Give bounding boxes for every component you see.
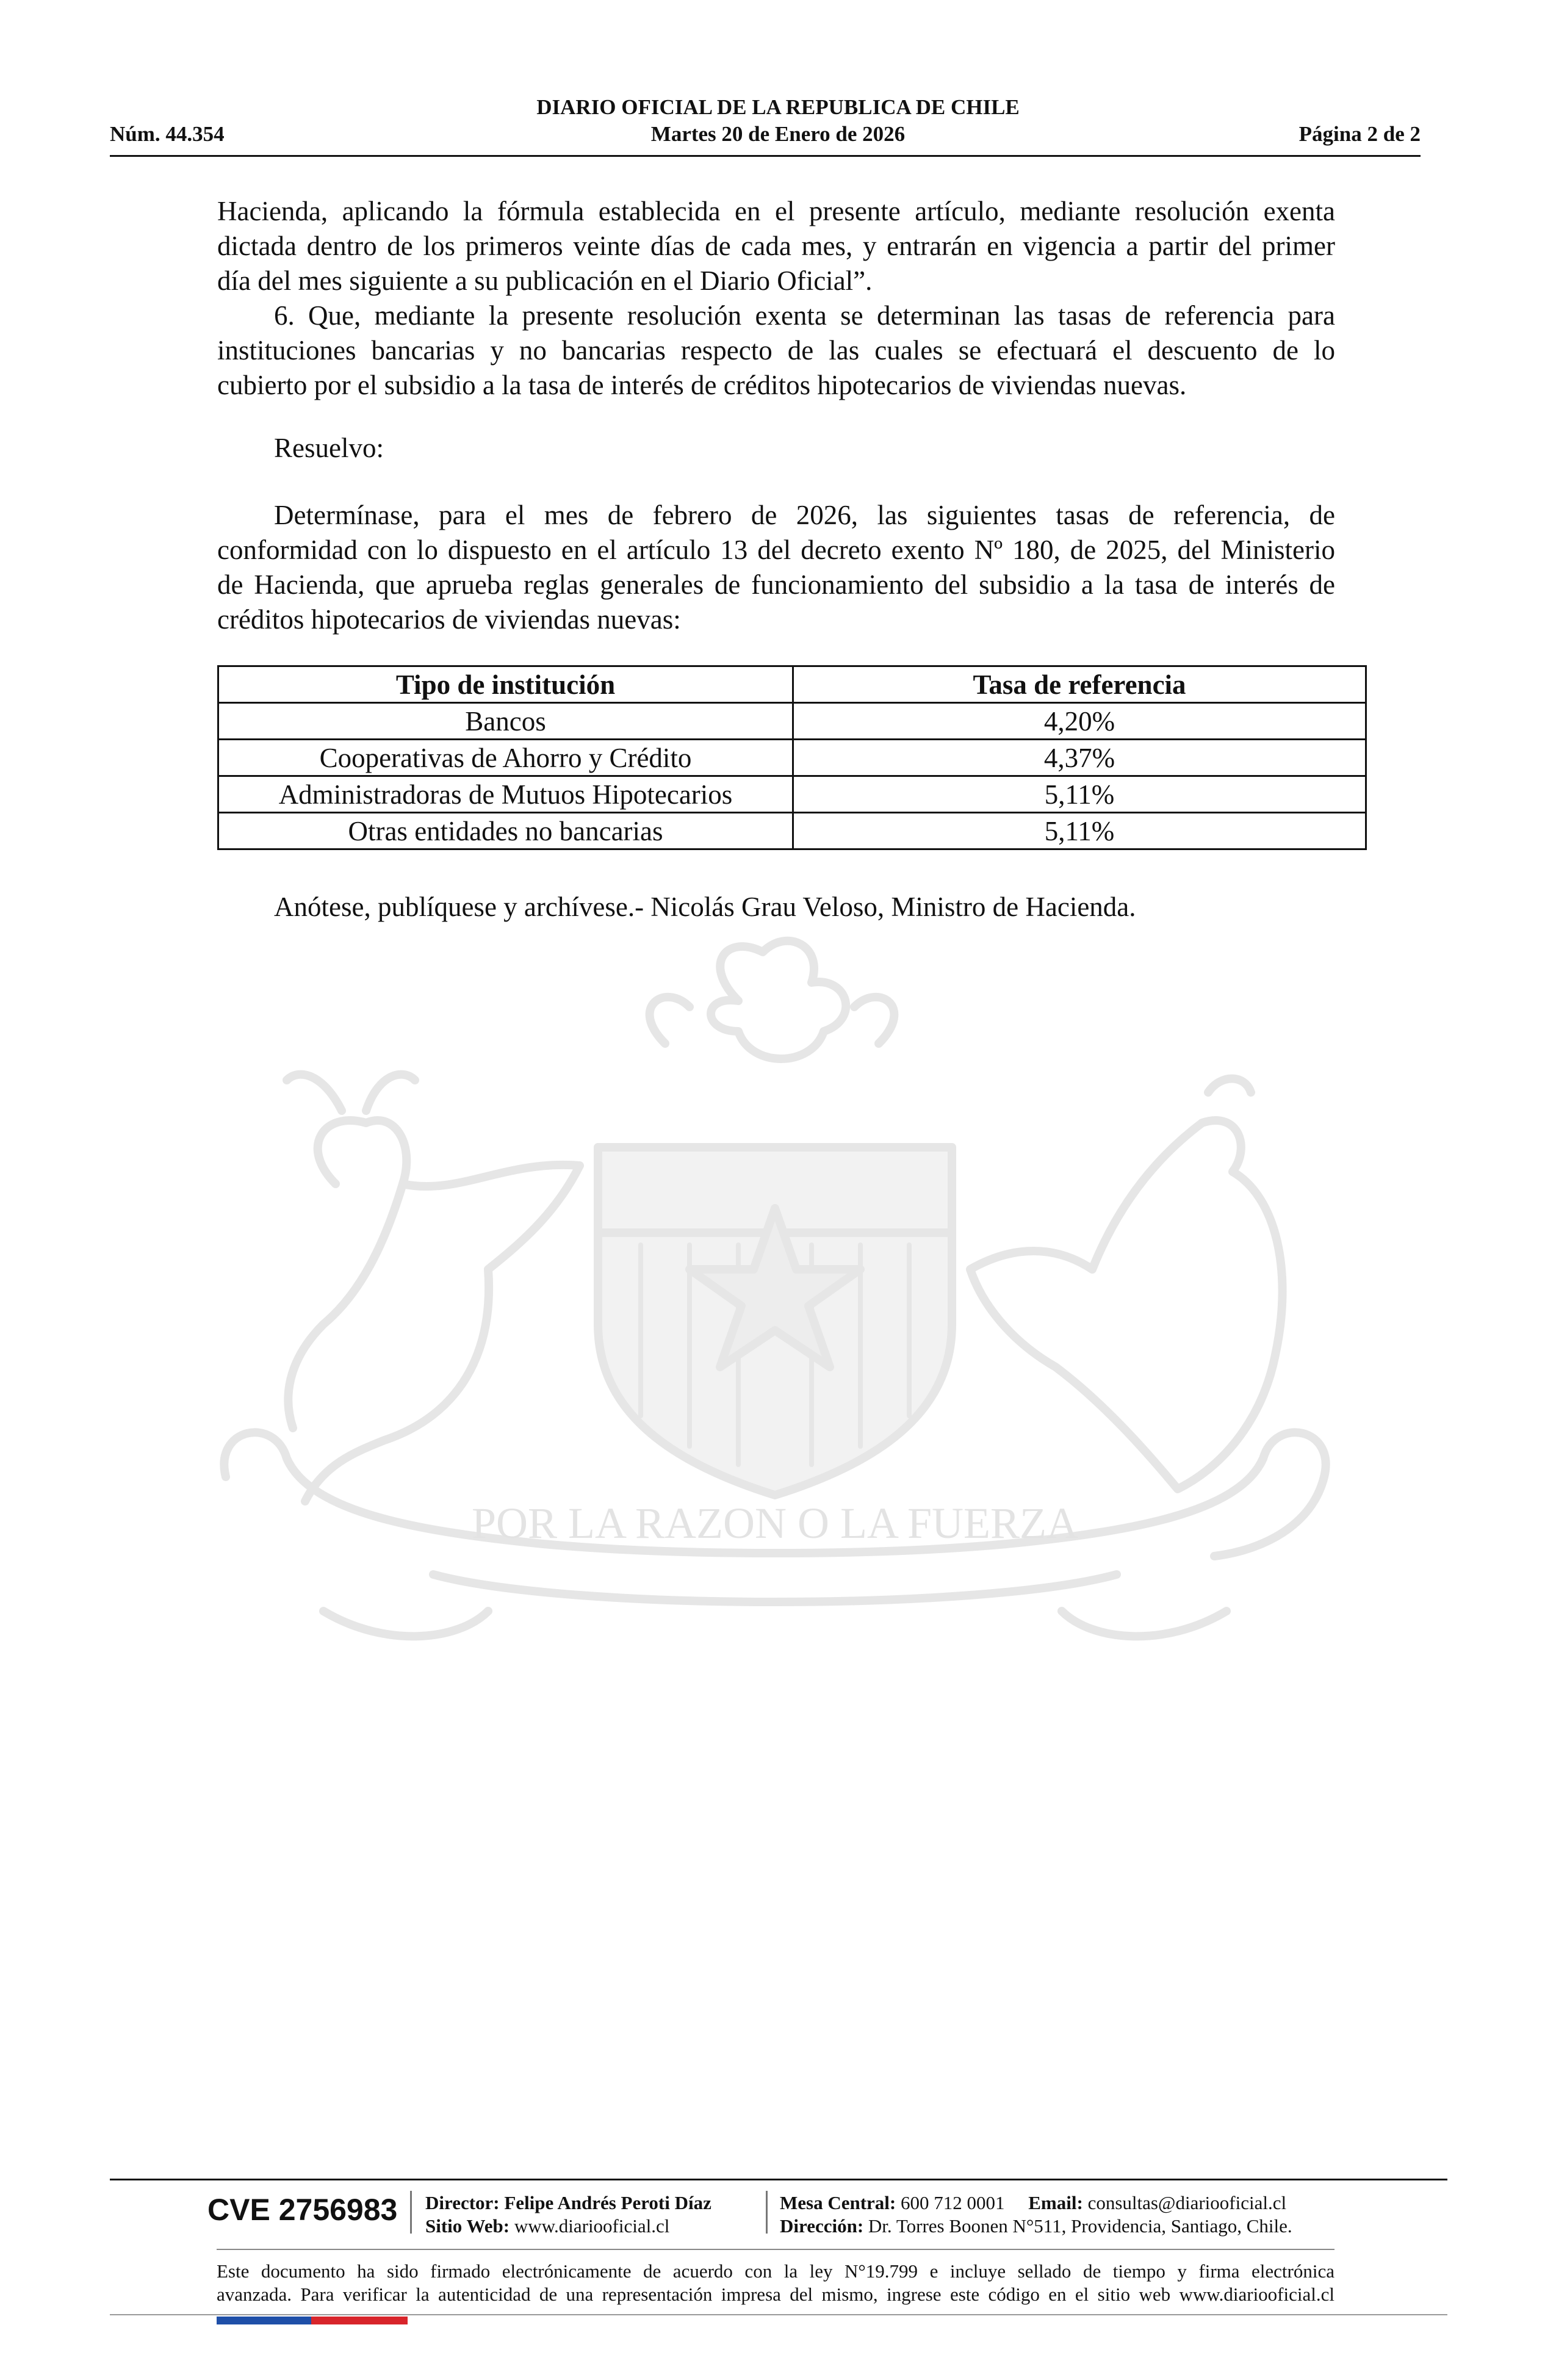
- text-line: Determínase, para el mes de febrero de 2026, las siguientes tasas de referencia, de: [274, 500, 1335, 530]
- text-line: Hacienda, aplicando la fórmula establecida en el presente artículo, mediante resolución exenta: [217, 196, 1335, 226]
- text-line: Anótese, publíquese y archívese.- Nicolás Grau Veloso, Ministro de Hacienda.: [274, 892, 1136, 922]
- paragraph-considerando-6: [217, 298, 1335, 403]
- mesa-central-phone: 600 712 0001: [901, 2192, 1005, 2213]
- director-name: Felipe Andrés Peroti Díaz: [504, 2192, 711, 2213]
- table-row: [218, 703, 1366, 740]
- footer-divider-middle: [217, 2249, 1334, 2250]
- footer-director: [425, 2192, 711, 2214]
- footer-separator: [410, 2191, 412, 2234]
- cve-code: CVE 2756983: [207, 2193, 398, 2227]
- footer-separator: [766, 2191, 768, 2234]
- text-line: instituciones bancarias y no bancarias respecto de las cuales se efectuará el descuento de lo: [217, 335, 1335, 366]
- flag-stripe-blue: [217, 2317, 311, 2324]
- institution-type-cell: Bancos: [218, 703, 793, 740]
- text-line: cubierto por el subsidio a la tasa de interés de créditos hipotecarios de viviendas nuevas.: [217, 370, 1187, 400]
- table-header-row: [218, 666, 1366, 703]
- resuelvo-heading: [217, 431, 1335, 466]
- flag-stripe-red: [311, 2317, 408, 2324]
- coat-of-arms-watermark: [201, 928, 1349, 1678]
- table-row: [218, 776, 1366, 813]
- reference-rate-cell: 4,20%: [793, 703, 1366, 740]
- electronic-signature-note: [217, 2260, 1334, 2306]
- footer-contact: [780, 2192, 1286, 2214]
- text-line: de Hacienda, que aprueba reglas generales de funcionamiento del subsidio a la tasa de interés de: [217, 569, 1335, 600]
- address-value: Dr. Torres Boonen N°511, Providencia, Santiago, Chile.: [868, 2215, 1292, 2237]
- email-link[interactable]: consultas@diariooficial.cl: [1087, 2192, 1287, 2213]
- issue-date: Martes 20 de Enero de 2026: [650, 122, 906, 146]
- reference-rates-table: [217, 665, 1367, 850]
- director-label: Director:: [425, 2192, 500, 2213]
- text-line: créditos hipotecarios de viviendas nuevas:: [217, 604, 681, 635]
- issue-number: Núm. 44.354: [110, 122, 225, 146]
- reference-rate-cell: 5,11%: [793, 813, 1366, 849]
- email-label: Email:: [1028, 2192, 1083, 2213]
- institution-type-cell: Cooperativas de Ahorro y Crédito: [218, 740, 793, 776]
- note-line: avanzada. Para verificar la autenticidad de una representación impresa del mismo, ingrese este código en el sitio web www.diariooficial.cl: [217, 2284, 1334, 2305]
- website-label: Sitio Web:: [425, 2215, 510, 2237]
- note-line: Este documento ha sido firmado electrónicamente de acuerdo con la ley N°19.799 e incluye sellado de tiempo y firma electrónica: [217, 2260, 1334, 2282]
- footer-divider-bottom: [110, 2314, 1447, 2315]
- website-link[interactable]: www.diariooficial.cl: [514, 2215, 670, 2237]
- reference-rate-cell: 5,11%: [793, 776, 1366, 813]
- paragraph-resolution: [217, 498, 1335, 637]
- page-indicator: Página 2 de 2: [1298, 122, 1421, 146]
- mesa-central-label: Mesa Central:: [780, 2192, 896, 2213]
- seal-motto: POR LA RAZON O LA FUERZA: [471, 1499, 1079, 1548]
- text-line: conformidad con lo dispuesto en el artículo 13 del decreto exento Nº 180, de 2025, del Ministerio: [217, 535, 1335, 565]
- column-header-reference-rate: Tasa de referencia: [793, 666, 1366, 703]
- footer-divider-top: [110, 2179, 1447, 2180]
- footer-website: [425, 2215, 669, 2237]
- text-line: dictada dentro de los primeros veinte días de cada mes, y entrarán en vigencia a partir del primer: [217, 231, 1335, 261]
- address-label: Dirección:: [780, 2215, 864, 2237]
- table-row: [218, 740, 1366, 776]
- header-divider: [110, 155, 1421, 157]
- column-header-institution-type: Tipo de institución: [218, 666, 793, 703]
- closing-signature: [217, 890, 1335, 925]
- institution-type-cell: Otras entidades no bancarias: [218, 813, 793, 849]
- text-line: 6. Que, mediante la presente resolución exenta se determinan las tasas de referencia para: [274, 300, 1335, 331]
- reference-rate-cell: 4,37%: [793, 740, 1366, 776]
- footer-address: [780, 2215, 1292, 2237]
- text-line: Resuelvo:: [274, 433, 384, 463]
- paragraph-continuation: [217, 194, 1335, 298]
- table-row: [218, 813, 1366, 849]
- newspaper-title: DIARIO OFICIAL DE LA REPUBLICA DE CHILE: [536, 95, 1020, 119]
- text-line: día del mes siguiente a su publicación en el Diario Oficial”.: [217, 265, 873, 296]
- institution-type-cell: Administradoras de Mutuos Hipotecarios: [218, 776, 793, 813]
